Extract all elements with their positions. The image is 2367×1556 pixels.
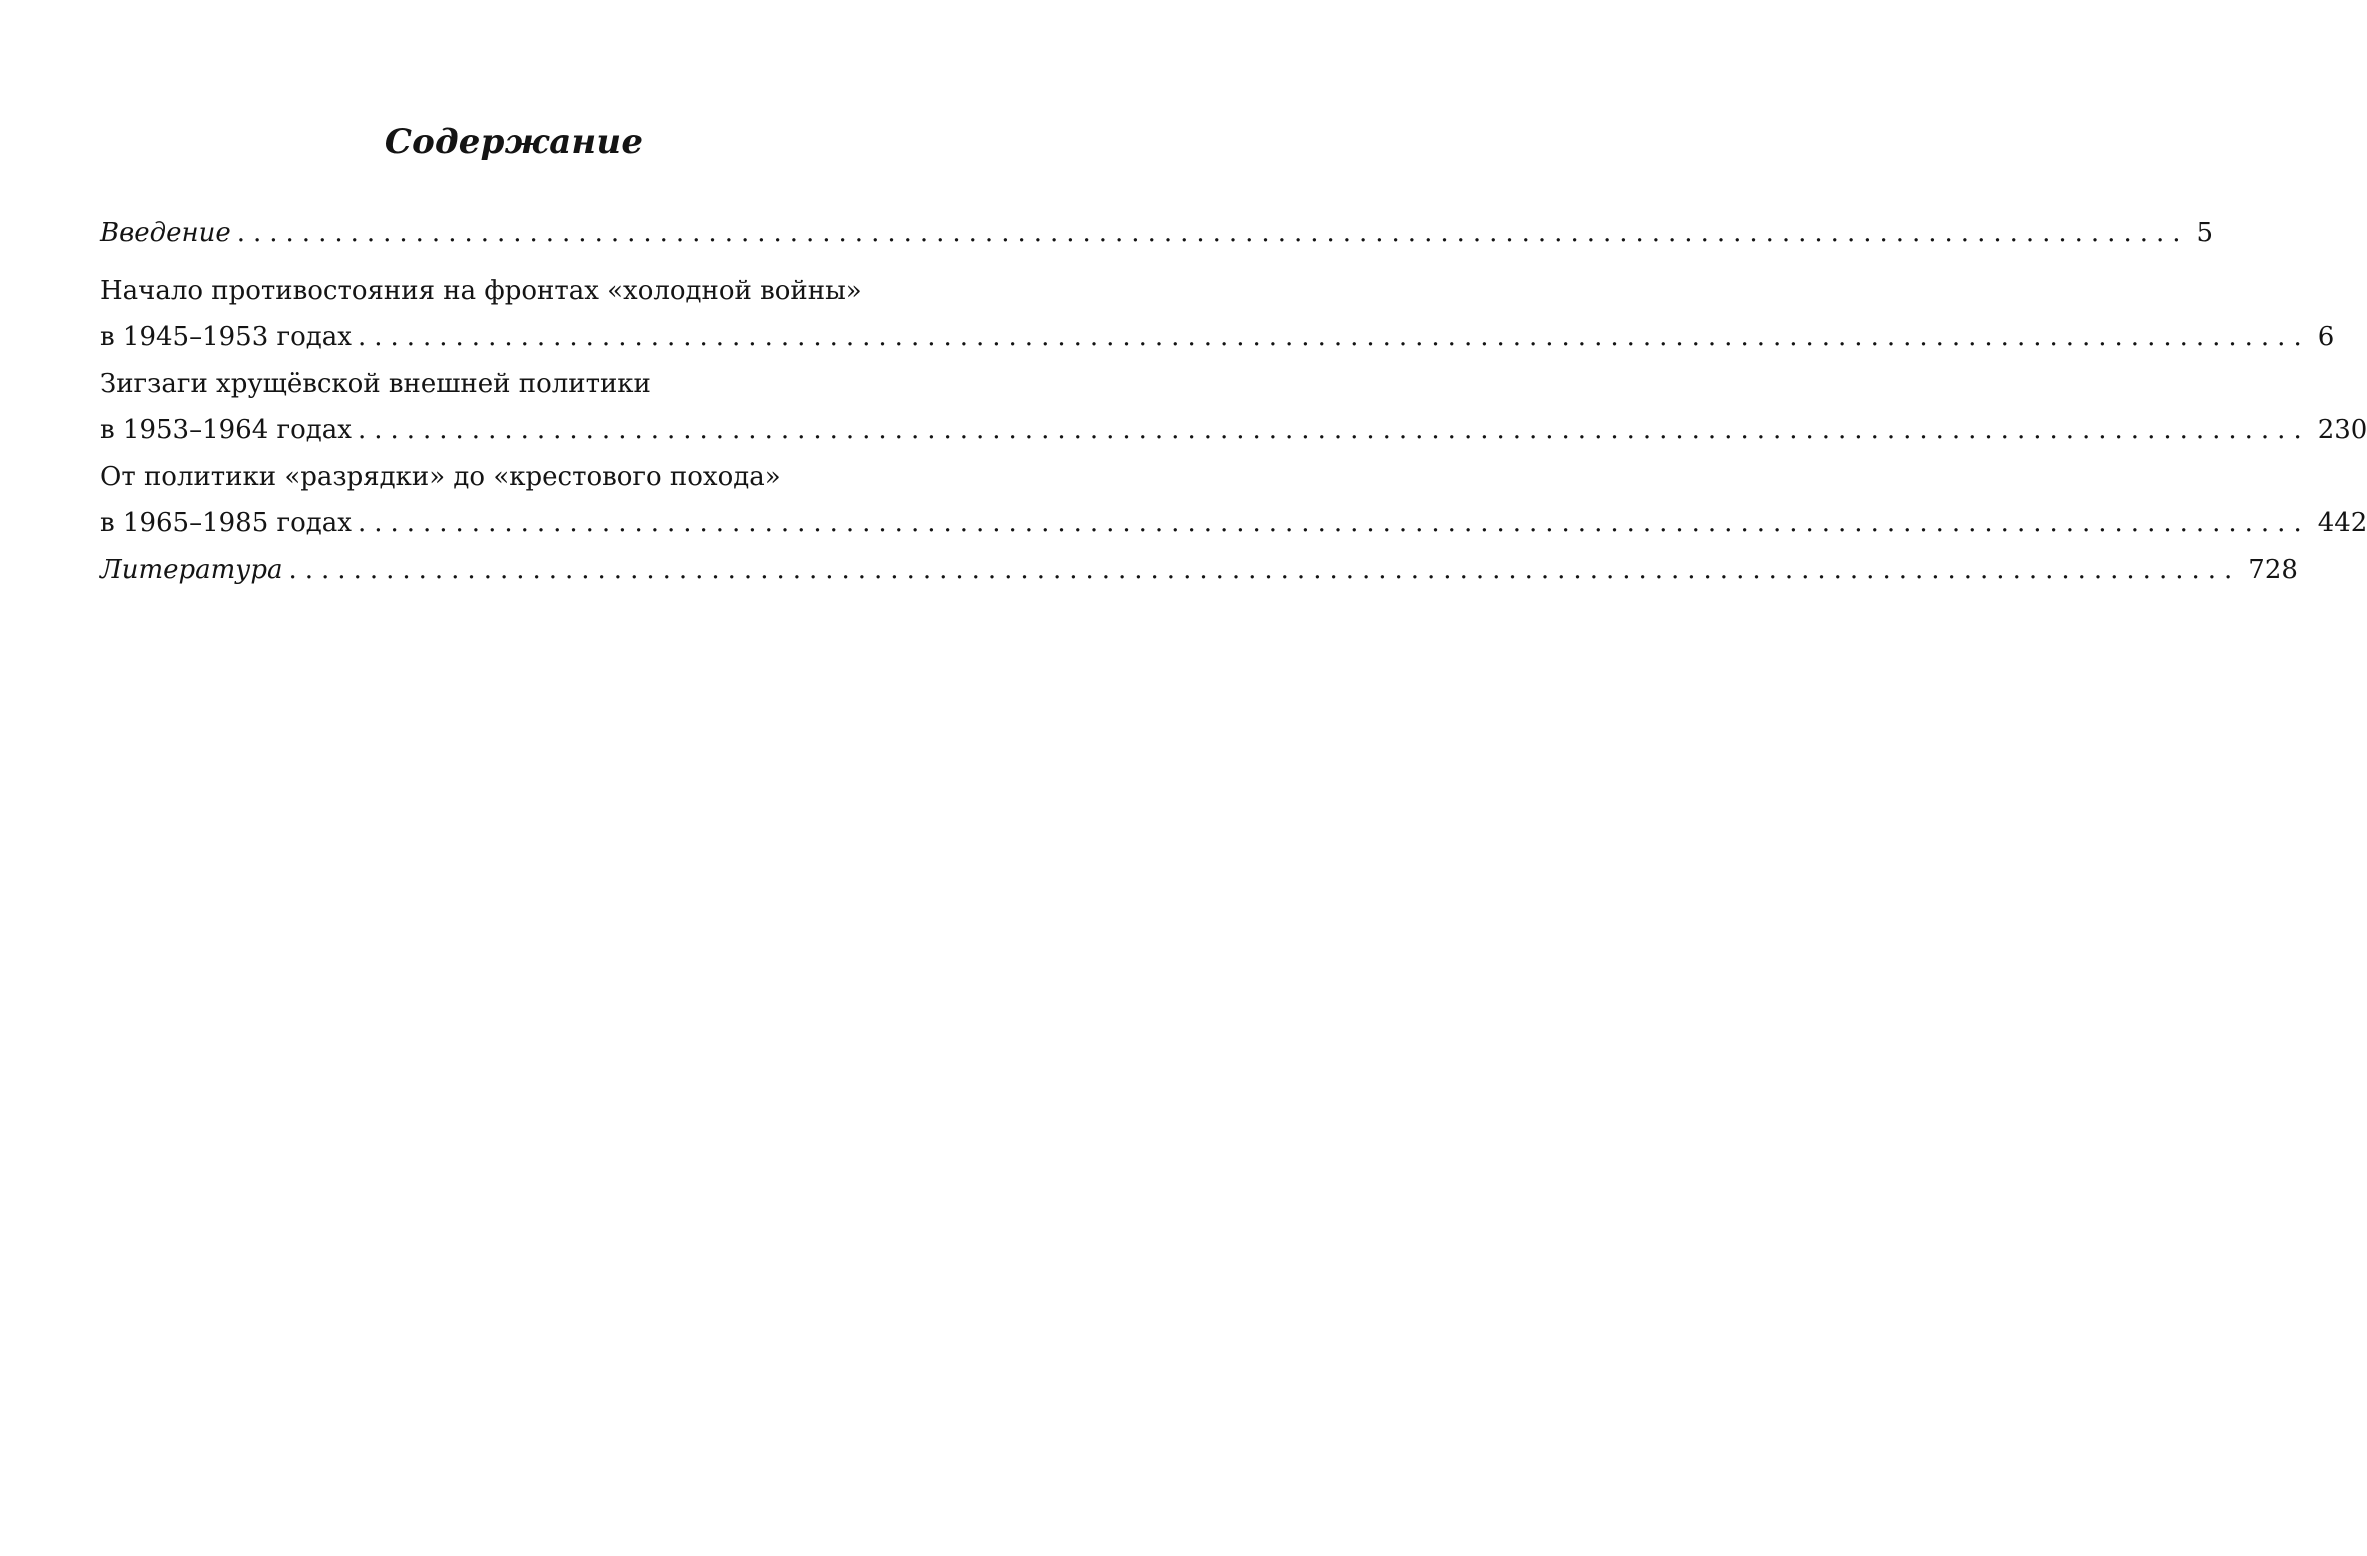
toc-page-number: 230 <box>2317 415 2367 445</box>
toc-entry-title: Введение <box>100 218 231 248</box>
toc-entry-title: Зигзаги хрущёвской внешней политики <box>100 369 651 399</box>
dot-leader: ........................................................................................................................ <box>357 508 2310 538</box>
toc-entry-title: Начало противостояния на фронтах «холодной войны» <box>100 276 862 306</box>
dot-leader: ........................................................................................................................ <box>357 415 2310 445</box>
toc-entry-title: Литература <box>100 555 283 585</box>
toc-entry-line <box>100 500 2367 546</box>
toc-entry-introduction <box>100 210 2214 256</box>
toc-entry-line <box>100 210 2214 256</box>
toc-entry-title-continued: в 1965–1985 годах <box>100 508 352 538</box>
dot-leader: ........................................................................................................................ <box>288 555 2241 585</box>
toc-entry-chapter-1 <box>100 268 2335 360</box>
toc-entry-line <box>100 407 2367 453</box>
page-heading: Содержание <box>384 122 644 162</box>
toc-entry-literature <box>100 547 2298 593</box>
toc-entry-title-continued: в 1945–1953 годах <box>100 322 352 352</box>
dot-leader: ........................................................................................................................ <box>236 218 2189 248</box>
toc-entry-title-continued: в 1953–1964 годах <box>100 415 352 445</box>
toc-page-number: 442 <box>2317 508 2367 538</box>
toc-entry-chapter-3 <box>100 454 2367 546</box>
toc-page-number: 5 <box>2196 218 2214 248</box>
toc-page-number: 728 <box>2248 555 2298 585</box>
toc-entry-chapter-2 <box>100 361 2367 453</box>
toc-page-number: 6 <box>2317 322 2335 352</box>
toc-entry-line <box>100 314 2335 360</box>
toc-entry-line <box>100 547 2298 593</box>
dot-leader: ........................................................................................................................ <box>357 322 2310 352</box>
toc-entry-title: От политики «разрядки» до «крестового похода» <box>100 462 781 492</box>
